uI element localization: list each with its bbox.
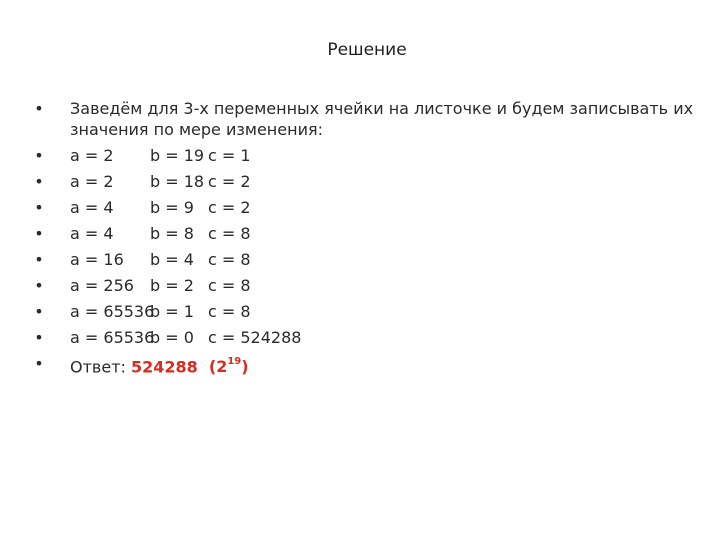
value-c: c = 8: [208, 224, 251, 243]
answer-power: [209, 357, 249, 376]
bullet-row-3: [34, 197, 694, 218]
value-a: a = 2: [70, 172, 114, 191]
value-c: c = 8: [208, 276, 251, 295]
value-c: c = 8: [208, 302, 251, 321]
value-b: b = 8: [150, 224, 194, 243]
value-b: b = 1: [150, 302, 194, 321]
answer-power-close: ): [241, 357, 249, 377]
value-a: a = 256: [70, 276, 134, 295]
bullet-row-7: [34, 301, 694, 322]
bullet-dot: •: [34, 276, 44, 295]
bullet-dot: •: [34, 146, 44, 165]
value-c: c = 1: [208, 146, 251, 165]
bullet-row-6: [34, 275, 694, 296]
value-a: a = 16: [70, 250, 124, 269]
variables-row: [70, 249, 694, 270]
bullet-row-2: [34, 171, 694, 192]
intro-line-1: Заведём для 3-х переменных ячейки на листочке и будем записывать их: [70, 99, 694, 118]
value-a: a = 65536: [70, 302, 155, 321]
variables-row: [70, 275, 694, 296]
bullet-row-5: [34, 249, 694, 270]
variables-row: [70, 301, 694, 322]
bullet-row-4: [34, 223, 694, 244]
value-b: b = 4: [150, 250, 194, 269]
value-c: c = 524288: [208, 328, 302, 347]
variables-row: [70, 223, 694, 244]
value-c: c = 2: [208, 198, 251, 217]
value-a: a = 2: [70, 146, 114, 165]
variables-row: [70, 145, 694, 166]
answer-power-exponent: 19: [227, 356, 242, 367]
value-a: a = 65536: [70, 328, 155, 347]
bullet-dot: •: [34, 328, 44, 347]
bullet-intro: [34, 98, 694, 140]
value-a: a = 4: [70, 224, 114, 243]
bullet-row-1: [34, 145, 694, 166]
bullet-dot: •: [34, 250, 44, 269]
answer-label: Ответ:: [70, 357, 126, 377]
bullet-answer: [34, 353, 694, 377]
answer-value: 524288: [131, 357, 198, 377]
slide-title: Решение: [327, 40, 407, 60]
bullet-dot: •: [34, 198, 44, 217]
intro-line-2: значения по мере изменения:: [70, 120, 323, 139]
bullet-dot: •: [34, 224, 44, 243]
value-a: a = 4: [70, 198, 114, 217]
bullet-dot: •: [34, 302, 44, 321]
bullet-dot: •: [34, 99, 44, 118]
bullet-row-8: [34, 327, 694, 348]
value-b: b = 2: [150, 276, 194, 295]
variables-row: [70, 197, 694, 218]
variables-row: [70, 171, 694, 192]
value-c: c = 2: [208, 172, 251, 191]
value-b: b = 19: [150, 146, 205, 165]
value-b: b = 18: [150, 172, 205, 191]
value-b: b = 9: [150, 198, 194, 217]
answer-power-base: (2: [208, 357, 228, 377]
value-c: c = 8: [208, 250, 251, 269]
value-b: b = 0: [150, 328, 194, 347]
bullet-dot: •: [34, 354, 44, 373]
bullet-dot: •: [34, 172, 44, 191]
variables-row: [70, 327, 694, 348]
bullet-list: [34, 98, 694, 382]
